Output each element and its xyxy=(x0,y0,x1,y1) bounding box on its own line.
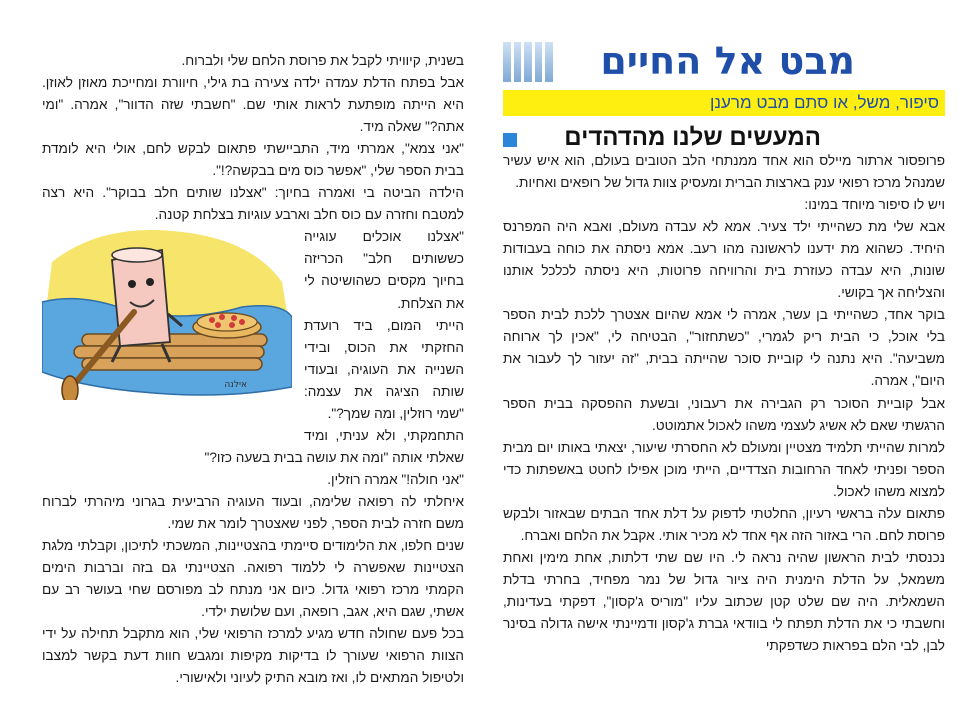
paragraph: למרות שהייתי תלמיד מצטיין ומעולם לא החסרתי שיעור, יצאתי באותו יום מבית הספר ופניתי לאחד הרחובות הצדדיים, הייתי מוכן אפילו לחטט באשפתות כדי למצוא משהו לאכול. xyxy=(503,439,945,499)
header-stripes-icon xyxy=(503,42,553,82)
paragraph: בשנית, קיוויתי לקבל את פרוסת הלחם שלי ולברוח. xyxy=(181,53,464,68)
paragraph: איחלתי לה רפואה שלימה, ובעוד העוגיה הרביעית בגרוני מיהרתי לברוח משם חזרה לבית הספר, לפני שאצטרך לומר את שמי. xyxy=(42,493,464,531)
article-column-right xyxy=(503,150,945,657)
paragraph: ויש לו סיפור מיוחד במינו: xyxy=(804,197,945,213)
paragraph: "אני צמא", אמרתי מיד, התביישתי פתאום לבקש לחם, אולי היא לומדת בבית הספר שלי, "אפשר כוס מים בבקשה?!". xyxy=(42,141,464,179)
paragraph: אבל קוביית הסוכר רק הגבירה את רעבוני, ובשעת ההפסקה בבית הספר הרגשתי שאם לא אשיג לעצמי משהו לאכול אתמוטט. xyxy=(503,395,945,433)
milk-cup-on-raft-icon xyxy=(42,222,292,400)
paragraph: הייתי המום, ביד רועדת החזקתי את הכוס, ובידי השנייה את העוגיה, ובעודי שותה הציגה את עצמה: "שמי רוזלין, ומה שמך?". xyxy=(304,317,464,421)
paragraph: התחמקתי, ולא עניתי, ומיד שאלתי אותה "ומה את עושה בבית בשעה כזו?" xyxy=(204,427,464,465)
paragraph: אבל בפתח הדלת עמדה ילדה צעירה בת גילי, חיוורת ומחייכת מאוזן לאוזן. היא הייתה מופתעת לראות אותי שם. "חשבתי שזה הדוור", אמרה. "ומי אתה?" שאלה מיד. xyxy=(42,75,464,135)
section-title: המעשים שלנו מהדהדים xyxy=(564,124,821,151)
paragraph: שנים חלפו, את הלימודים סיימתי בהצטיינות, המשכתי לתיכון, וקבלתי מלגת הצטיינות שאפשרה לי ללמוד רפואה. הצטיינתי גם בזה וברבות הימים הקמתי מרכז רפואי גדול. כיום אני מנתח לב מפורסם שחי בעושר רב עם אשתי, שגם היא, אגב, רופאה, ועם שלושת ילדי. xyxy=(42,538,464,620)
section-header xyxy=(503,123,945,153)
paragraph: בוקר אחד, כשהייתי בן עשר, אמרה לי אמא שהיום אצטרך ללכת לבית הספר בלי אוכל, כי הבית ריק לגמרי, "כשתחזור", הבטיחה לי, "אכין לך ארוחה משביעה". היא נתנה לי קוביית סוכר שהייתה בבית, "זה יעזור לך לעבור את היום", אמרה. xyxy=(503,307,945,389)
paragraph: "אני חולה!" אמרה רוזלין. xyxy=(327,471,464,487)
page-subtitle: סיפור, משל, או סתם מבט מרענן xyxy=(503,90,945,116)
paragraph: פרופסור ארתור מיילס הוא אחד ממנתחי הלב הטובים בעולם, הוא איש עשיר שמנהל מרכז רפואי ענק בארצות הברית ומעסיק צוות גדול של רופאים ואחיות. xyxy=(503,153,945,191)
illustrator-signature: אילנה xyxy=(224,380,247,390)
paragraph: פתאום עלה בראשי רעיון, החלטתי לדפוק על דלת אחד הבתים שבאזור ולבקש פרוסת לחם. הרי באזור הזה אף אחד לא מכיר אותי. אקבל את הלחם ואברח. xyxy=(503,505,945,543)
paragraph: אבא שלי מת כשהייתי ילד צעיר. אמא לא עבדה מעולם, ואבא היה המפרנס היחיד. כשהוא מת ידענו לראשונה מהו רעב. אמא ניסתה את כוחה בעבודות שונות, היא עבדה כעוזרת בית והרוויחה פרוטות, היא ניסתה לכלכל אותנו והצליחה אך בקושי. xyxy=(503,219,945,301)
page-title: מבט אל החיים xyxy=(600,39,855,83)
square-bullet-icon xyxy=(503,133,517,147)
paragraph: הילדה הביטה בי ואמרה בחיוך: "אצלנו שותים חלב בבוקר". היא רצה למטבח וחזרה עם כוס חלב וארבע עוגיות בצלחת קטנה. xyxy=(42,185,464,223)
paragraph: בכל פעם שחולה חדש מגיע למרכז הרפואי שלי, הוא מתקבל תחילה על ידי הצוות הרפואי שעורך לו בדיקות מקיפות ומגבש חוות דעת בקשר למצבו ולטיפול המתאים לו, ואז מובא התיק לעיוני ולאישורי. xyxy=(42,626,464,686)
paragraph: "אצלנו אוכלים עוגייה כששותים חלב" הכריזה בחיוך מקסים כשהושיטה לי את הצלחת. xyxy=(304,229,464,311)
paragraph: נכנסתי לבית הראשון שהיה נראה לי. היו שם שתי דלתות, אחת מימין ואחת משמאל, על הדלת הימנית היה ציור גדול של נמר מפחיד, בחרתי בדלת השמאלית. היה שם שלט קטן שכתוב עליו "מוריס ג'קסון", דפקתי בעדינות, וחשבתי כי את הדלת תפתח לי בוודאי גברת ג'קסון ודמיינתי אישה גדולה בסינר לבן, לבי הלם בפראות כשדפקתי xyxy=(503,549,945,654)
page-header xyxy=(503,38,945,88)
